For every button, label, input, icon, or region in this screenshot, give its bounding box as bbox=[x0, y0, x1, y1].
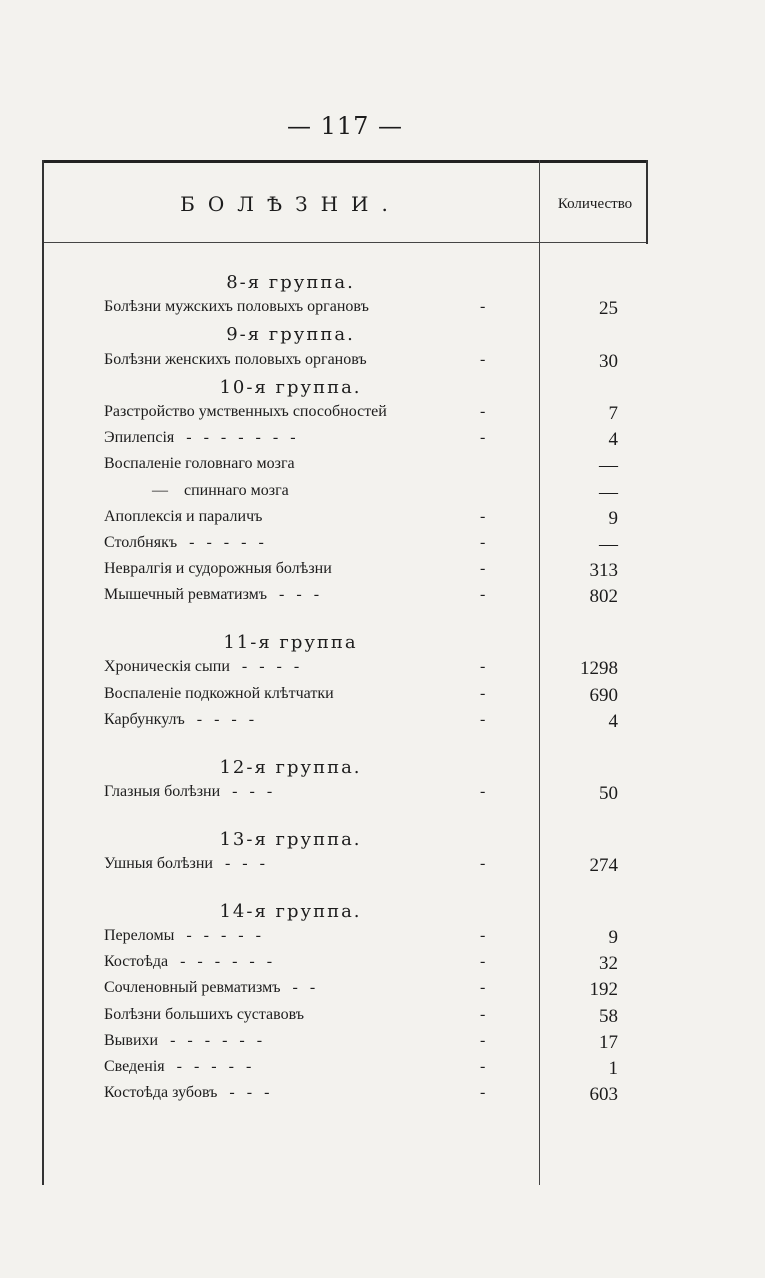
table-row bbox=[42, 979, 648, 1005]
disease-name: Мышечный ревматизмъ - - - bbox=[104, 586, 320, 604]
leader-dash: - bbox=[480, 710, 486, 728]
table-row bbox=[42, 658, 648, 684]
quantity-value: 4 bbox=[608, 710, 618, 732]
quantity-value: 1298 bbox=[580, 658, 618, 680]
quantity-value: 192 bbox=[589, 979, 618, 1001]
disease-name: Глазныя болѣзни - - - bbox=[104, 782, 273, 800]
leader-dash: - bbox=[480, 507, 486, 525]
table-row bbox=[42, 685, 648, 711]
disease-name: Сочленовный ревматизмъ - - bbox=[104, 979, 316, 997]
disease-name: Хроническія сыпи - - - - bbox=[104, 658, 300, 676]
table-row bbox=[42, 482, 648, 508]
leader-dash: - bbox=[480, 560, 486, 578]
quantity-value: 4 bbox=[608, 429, 618, 451]
leader-dash: - bbox=[480, 429, 486, 447]
quantity-value: 17 bbox=[599, 1031, 618, 1053]
leader-dash: - bbox=[480, 684, 486, 702]
disease-name: Болѣзни женскихъ половыхъ органовъ bbox=[104, 350, 367, 368]
column-header-diseases: БОЛѢЗНИ. bbox=[180, 192, 401, 216]
group-heading: 11-я группа bbox=[223, 632, 358, 654]
table-row bbox=[42, 1006, 648, 1032]
table-row bbox=[42, 855, 648, 881]
group-heading: 8-я группа. bbox=[226, 272, 355, 293]
quantity-value: 7 bbox=[608, 403, 618, 424]
disease-name: Вывихи - - - - - - bbox=[104, 1031, 263, 1049]
quantity-value: 603 bbox=[589, 1084, 618, 1106]
table-row bbox=[42, 508, 648, 534]
quantity-value: 9 bbox=[608, 927, 618, 948]
leader-dash: - bbox=[480, 586, 486, 604]
leader-dash: - bbox=[480, 350, 486, 368]
table-row bbox=[42, 429, 648, 455]
quantity-value: 802 bbox=[589, 586, 618, 608]
disease-name: Апоплексія и параличъ bbox=[104, 507, 263, 525]
table-row bbox=[42, 1032, 648, 1058]
disease-name: Болѣзни большихъ суставовъ bbox=[104, 1005, 305, 1023]
quantity-value: 25 bbox=[599, 298, 618, 320]
quantity-value: 32 bbox=[599, 953, 618, 975]
table-body bbox=[42, 244, 648, 1185]
disease-name: Костоѣда - - - - - - bbox=[104, 953, 273, 971]
quantity-value: 50 bbox=[599, 782, 618, 804]
disease-name: Разстройство умственныхъ способностей bbox=[104, 403, 387, 420]
quantity-value: — bbox=[599, 455, 618, 477]
leader-dash: - bbox=[480, 1058, 486, 1075]
leader-dash: - bbox=[480, 1005, 486, 1023]
disease-name: Невралгія и судорожныя болѣзни bbox=[104, 560, 332, 578]
table-row bbox=[42, 711, 648, 737]
quantity-value: — bbox=[599, 481, 618, 503]
disease-name: Эпилепсія - - - - - - - bbox=[104, 429, 296, 447]
disease-name: Воспаленіе подкожной клѣтчатки bbox=[104, 684, 334, 702]
leader-dash: - bbox=[480, 403, 486, 420]
group-heading: 14-я группа. bbox=[219, 900, 362, 922]
quantity-value: 274 bbox=[589, 854, 618, 876]
disease-name: Ушныя болѣзни - - - bbox=[104, 854, 265, 872]
leader-dash: - bbox=[480, 979, 486, 997]
quantity-value: 1 bbox=[608, 1058, 618, 1079]
table-row bbox=[42, 298, 648, 324]
disease-name: — спиннаго мозга bbox=[152, 481, 289, 499]
quantity-value: 30 bbox=[599, 350, 618, 372]
disease-name: Воспаленіе головнаго мозга bbox=[104, 455, 295, 473]
leader-dash: - bbox=[480, 298, 486, 316]
leader-dash: - bbox=[480, 658, 486, 676]
table-row bbox=[42, 953, 648, 979]
leader-dash: - bbox=[480, 782, 486, 800]
disease-name: Костоѣда зубовъ - - - bbox=[104, 1084, 270, 1102]
disease-name: Столбнякъ - - - - - bbox=[104, 534, 264, 551]
table-row bbox=[42, 1058, 648, 1084]
leader-dash: - bbox=[480, 927, 486, 944]
group-heading: 13-я группа. bbox=[219, 828, 362, 850]
column-header-quantity: Количество bbox=[557, 196, 633, 212]
table-row bbox=[42, 1084, 648, 1110]
table-top-rule bbox=[42, 160, 648, 163]
leader-dash: - bbox=[480, 953, 486, 971]
page-number: — 117 — bbox=[286, 112, 404, 140]
table-row bbox=[42, 560, 648, 586]
table-row bbox=[42, 534, 648, 560]
quantity-value: 9 bbox=[608, 507, 618, 529]
disease-name: Болѣзни мужскихъ половыхъ органовъ bbox=[104, 298, 369, 316]
leader-dash: - bbox=[480, 1084, 486, 1102]
leader-dash: - bbox=[480, 534, 486, 551]
table-row bbox=[42, 403, 648, 429]
group-heading: 10-я группа. bbox=[219, 376, 362, 398]
disease-name: Переломы - - - - - bbox=[104, 927, 261, 944]
table-header-rule bbox=[42, 242, 648, 243]
disease-name: Сведенія - - - - - bbox=[104, 1058, 252, 1075]
group-heading: 12-я группа. bbox=[219, 756, 362, 778]
table-row bbox=[42, 927, 648, 953]
table-row bbox=[42, 455, 648, 481]
disease-name: Карбункулъ - - - - bbox=[104, 710, 255, 728]
quantity-value: 58 bbox=[599, 1005, 618, 1027]
leader-dash: - bbox=[480, 1031, 486, 1049]
quantity-value: 313 bbox=[589, 560, 618, 582]
quantity-value: 690 bbox=[589, 684, 618, 706]
quantity-value: — bbox=[599, 534, 618, 555]
table-row bbox=[42, 783, 648, 809]
leader-dash: - bbox=[480, 854, 486, 872]
group-heading: 9-я группа. bbox=[226, 324, 355, 346]
table-row bbox=[42, 351, 648, 377]
disease-table bbox=[42, 160, 648, 1185]
table-row bbox=[42, 586, 648, 612]
